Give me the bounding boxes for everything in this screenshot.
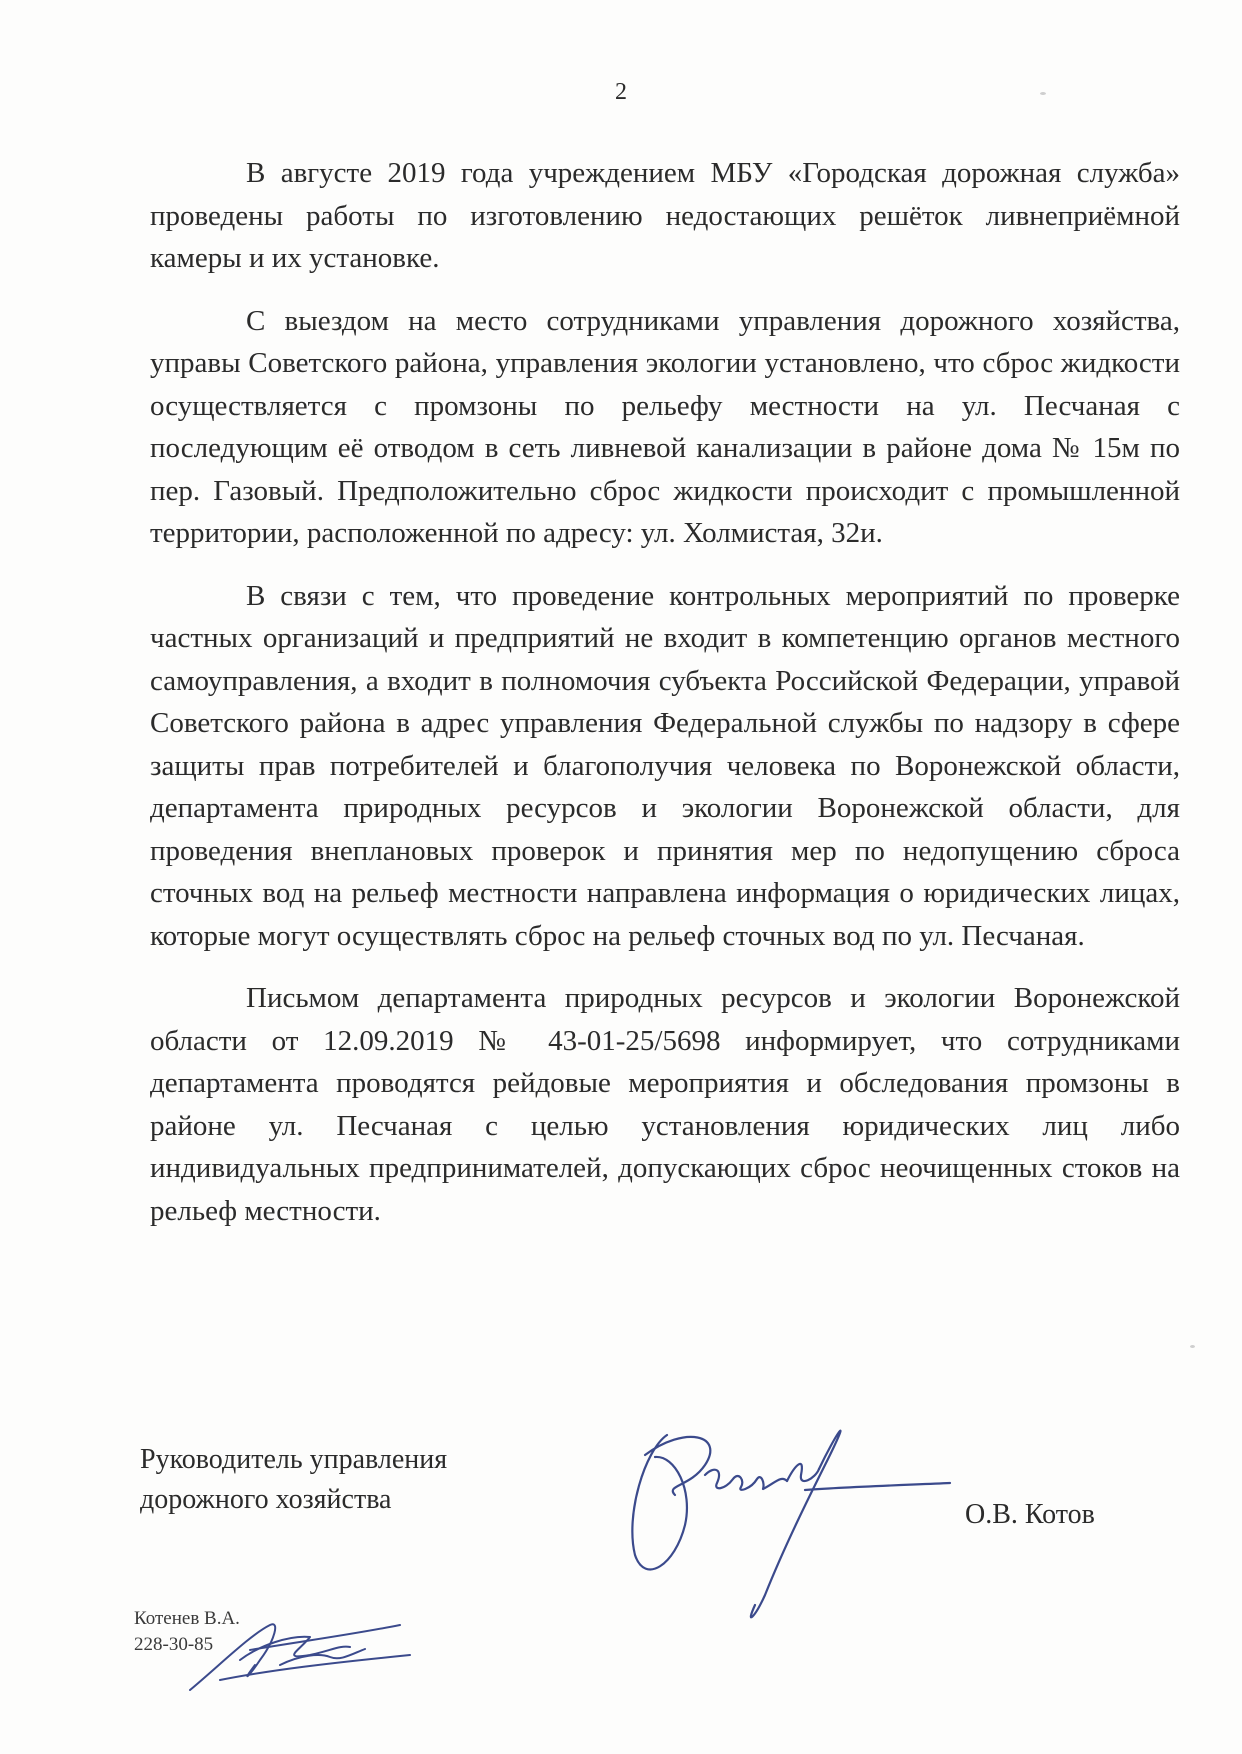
paragraph-1: В августе 2019 года учреждением МБУ «Городская дорожная служба» проведены работы по изготовлению недостающих решёток ливнеприёмной камеры и их установке. [150, 157, 1180, 274]
scan-speck [1040, 92, 1046, 95]
signatory-position-line-2: дорожного хозяйства [140, 1484, 392, 1515]
paragraph-4: Письмом департамента природных ресурсов и экологии Воронежской области от 12.09.2019 № 43-01-25/5698 информирует, что сотрудниками департамента проводятся рейдовые мероприятия и обследования промзоны в районе ул. Песчаная с целью установления юридических лиц либо индивидуальных предпринимателей, допускающих сброс неочищенных стоков на рельеф местности. [150, 982, 1180, 1227]
signatory-position-line-1: Руководитель управления [140, 1444, 448, 1475]
page-number: 2 [615, 79, 627, 105]
paragraph-3: В связи с тем, что проведение контрольных мероприятий по проверке частных организаций и предприятий не входит в компетенцию органов местного самоуправления, а входит в полномочия субъекта Российской Федерации, управой Советского района в адрес управления Федеральной службы по надзору в сфере защиты прав потребителей и благополучия человека по Воронежской области, департамента природных ресурсов и экологии Воронежской области, для проведения внеплановых проверок и принятия мер по недопущению сброса сточных вод на рельеф местности направлена информация о юридических лицах, которые могут осуществлять сброс на рельеф сточных вод по ул. Песчаная. [150, 579, 1180, 952]
handwritten-signature-main [605, 1395, 965, 1625]
scan-speck [1190, 1345, 1195, 1348]
executor-phone: 228-30-85 [134, 1634, 214, 1655]
paragraph-2: С выездом на место сотрудниками управления дорожного хозяйства, управы Советского района, управления экологии установлено, что сброс жидкости осуществляется с промзоны по рельефу местности на ул. Песчаная с последующим её отводом в сеть ливневой канализации в районе дома № 15м по пер. Газовый. Предположительно сброс жидкости происходит с промышленной территории, расположенной по адресу: ул. Холмистая, 32и. [150, 304, 1180, 549]
executor-name: Котенев В.А. [134, 1608, 240, 1629]
handwritten-signature-executor [180, 1605, 440, 1700]
letter-body [150, 152, 1180, 1252]
signatory-name: О.В. Котов [965, 1499, 1095, 1530]
signatory-position [140, 1440, 447, 1520]
